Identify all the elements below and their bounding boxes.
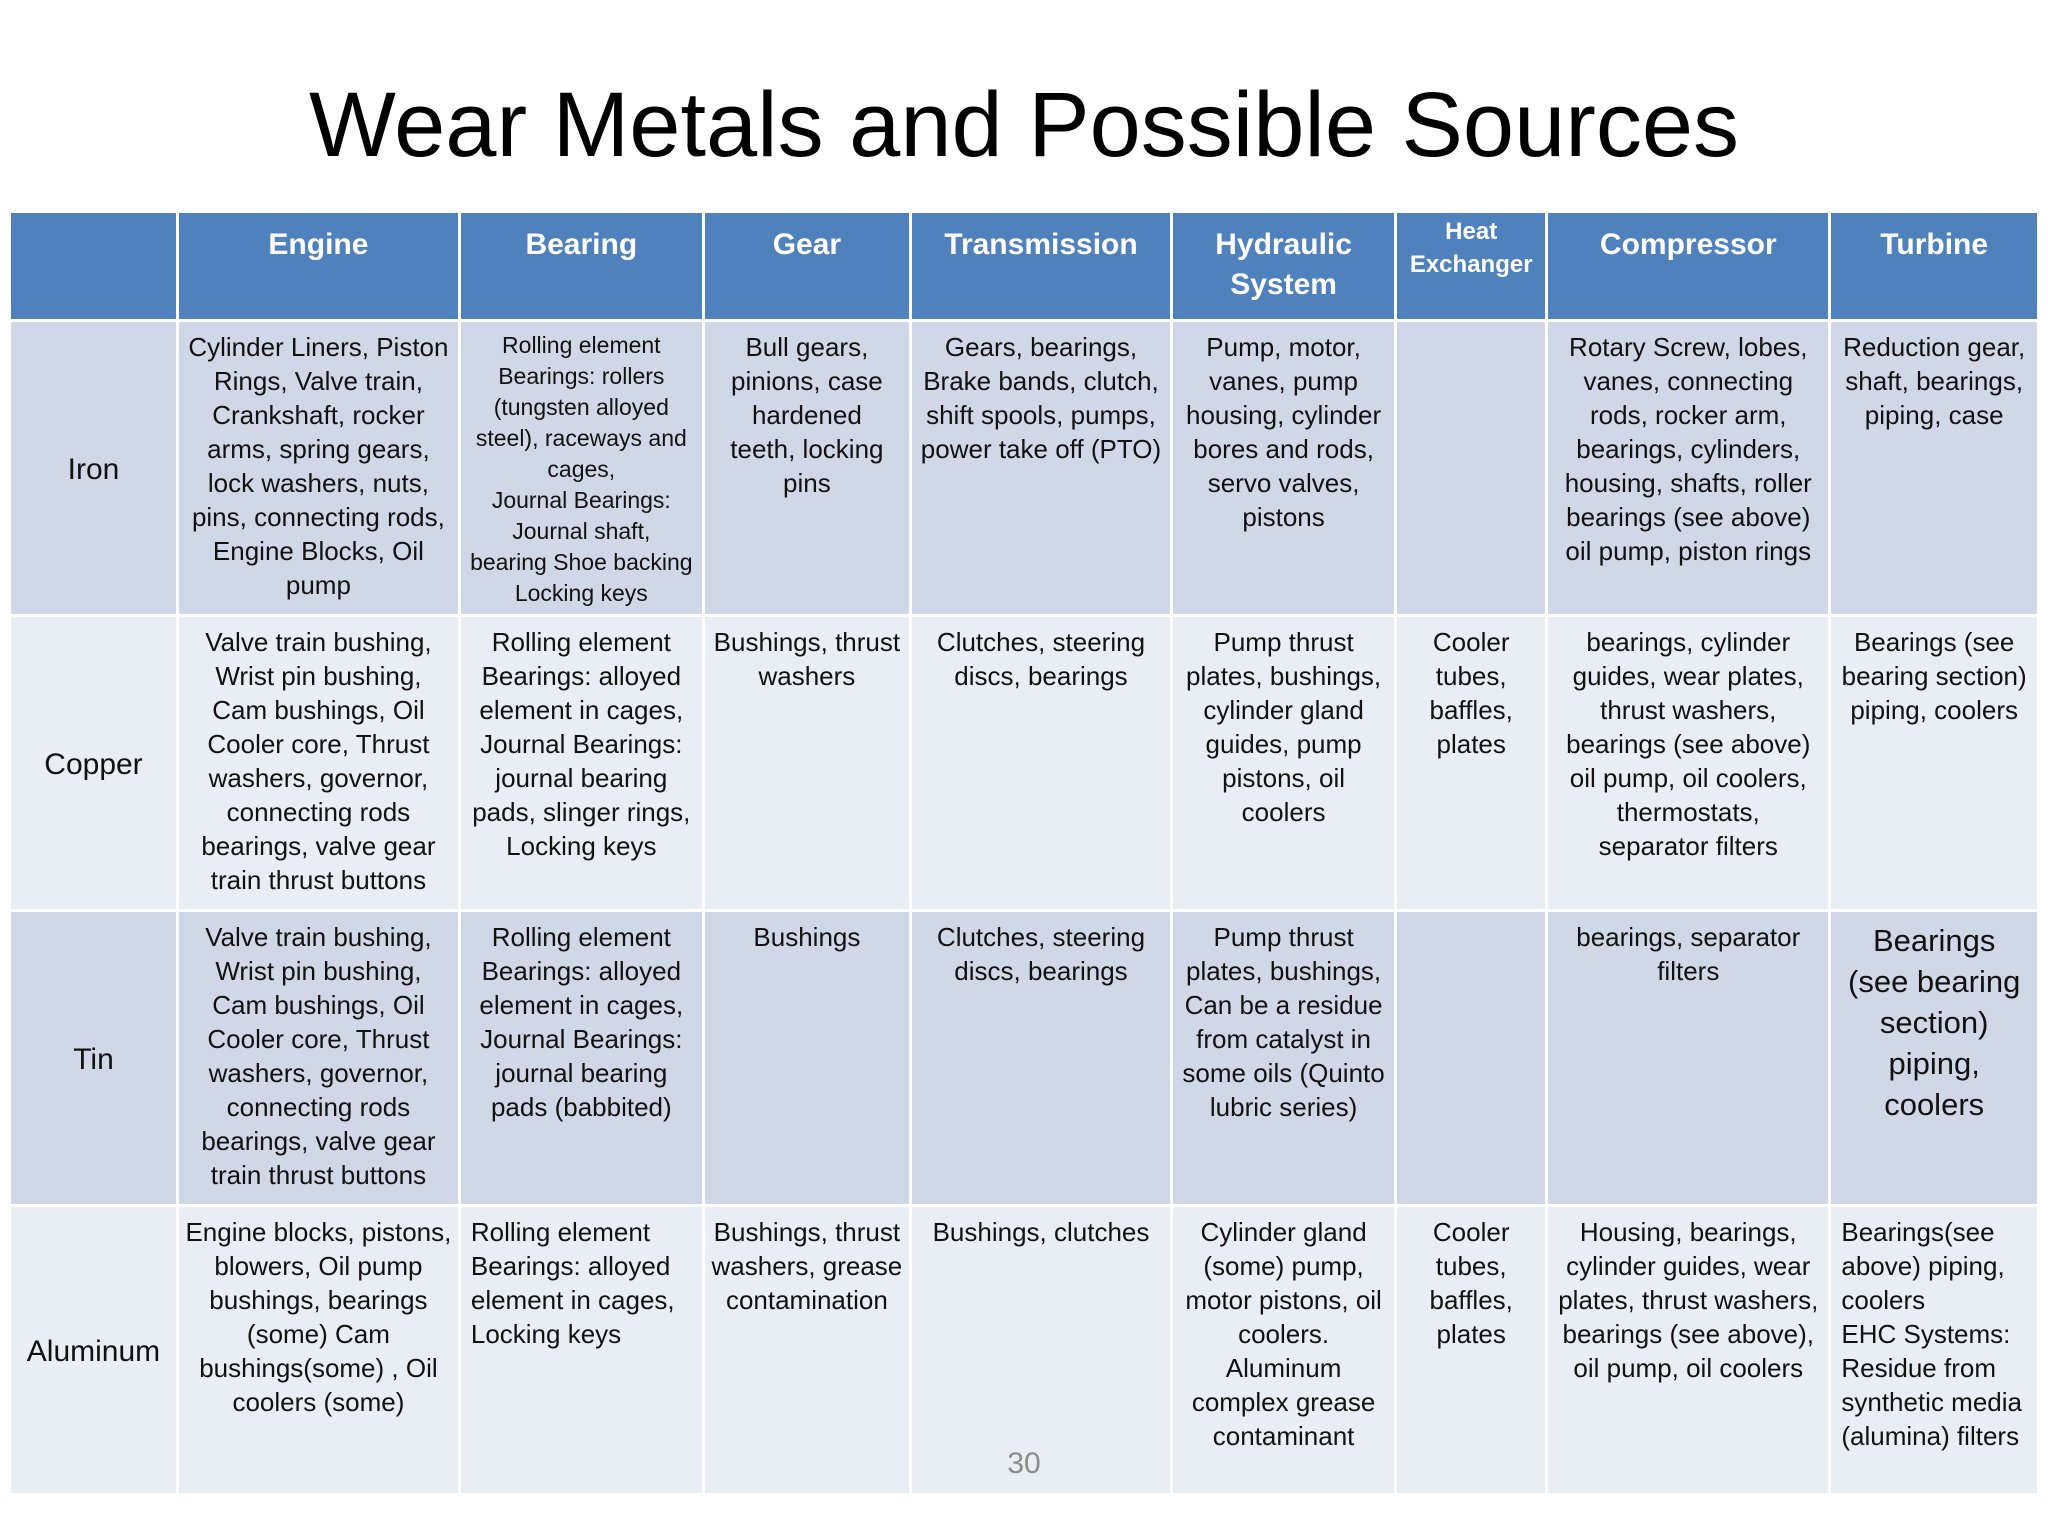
header-transmission: Transmission — [912, 213, 1170, 319]
cell-iron-bearing: Rolling element Bearings: rollers (tungsten alloyed steel), raceways and cages, Journal Bearings: Journal shaft, bearing Shoe backing Locking keys — [461, 322, 702, 614]
cell-copper-hydraulic-system: Pump thrust plates, bushings, cylinder gland guides, pump pistons, oil coolers — [1173, 617, 1394, 909]
cell-copper-heat-exchanger: Cooler tubes, baffles, plates — [1397, 617, 1545, 909]
cell-copper-turbine: Bearings (see bearing section) piping, coolers — [1831, 617, 2037, 909]
metal-label-aluminum: Aluminum — [11, 1207, 176, 1493]
cell-iron-engine: Cylinder Liners, Piston Rings, Valve train, Crankshaft, rocker arms, spring gears, lock washers, nuts, pins, connecting rods, Engine Blocks, Oil pump — [179, 322, 458, 614]
cell-iron-gear: Bull gears, pinions, case hardened teeth, locking pins — [705, 322, 909, 614]
header-gear: Gear — [705, 213, 909, 319]
cell-aluminum-hydraulic-system: Cylinder gland (some) pump, motor pistons, oil coolers. Aluminum complex grease contaminant — [1173, 1207, 1394, 1493]
cell-tin-bearing: Rolling element Bearings: alloyed element in cages, Journal Bearings: journal bearing pads (babbited) — [461, 912, 702, 1204]
cell-copper-bearing: Rolling element Bearings: alloyed element in cages, Journal Bearings: journal bearing pads, slinger rings, Locking keys — [461, 617, 702, 909]
cell-iron-transmission: Gears, bearings, Brake bands, clutch, shift spools, pumps, power take off (PTO) — [912, 322, 1170, 614]
header-engine: Engine — [179, 213, 458, 319]
cell-aluminum-turbine: Bearings(see above) piping, coolers EHC Systems: Residue from synthetic media (alumina) filters — [1831, 1207, 2037, 1493]
cell-aluminum-bearing: Rolling element Bearings: alloyed element in cages, Locking keys — [461, 1207, 702, 1493]
header-hydraulic-system: Hydraulic System — [1173, 213, 1394, 319]
header-turbine: Turbine — [1831, 213, 2037, 319]
cell-aluminum-transmission: Bushings, clutches — [912, 1207, 1170, 1493]
table-row-copper — [11, 617, 2037, 909]
table-row-tin — [11, 912, 2037, 1204]
cell-iron-hydraulic-system: Pump, motor, vanes, pump housing, cylinder bores and rods, servo valves, pistons — [1173, 322, 1394, 614]
cell-tin-engine: Valve train bushing, Wrist pin bushing, Cam bushings, Oil Cooler core, Thrust washers, governor, connecting rods bearings, valve gear train thrust buttons — [179, 912, 458, 1204]
header-bearing: Bearing — [461, 213, 702, 319]
table-row-iron — [11, 322, 2037, 614]
wear-metals-table — [8, 210, 2040, 1496]
cell-tin-transmission: Clutches, steering discs, bearings — [912, 912, 1170, 1204]
cell-tin-hydraulic-system: Pump thrust plates, bushings, Can be a residue from catalyst in some oils (Quinto lubric series) — [1173, 912, 1394, 1204]
cell-tin-turbine: Bearings (see bearing section) piping, coolers — [1831, 912, 2037, 1204]
metal-label-copper: Copper — [11, 617, 176, 909]
cell-iron-turbine: Reduction gear, shaft, bearings, piping, case — [1831, 322, 2037, 614]
cell-copper-transmission: Clutches, steering discs, bearings — [912, 617, 1170, 909]
cell-aluminum-engine: Engine blocks, pistons, blowers, Oil pump bushings, bearings (some) Cam bushings(some) , Oil coolers (some) — [179, 1207, 458, 1493]
slide-title: Wear Metals and Possible Sources — [308, 74, 1740, 176]
page-number: 30 — [1007, 1447, 1041, 1480]
header-heat-exchanger: Heat Exchanger — [1397, 213, 1545, 319]
header-corner-cell — [11, 213, 176, 319]
cell-copper-gear: Bushings, thrust washers — [705, 617, 909, 909]
cell-iron-heat-exchanger — [1397, 322, 1545, 614]
table-header-row — [11, 213, 2037, 319]
cell-aluminum-compressor: Housing, bearings, cylinder guides, wear plates, thrust washers, bearings (see above), oil pump, oil coolers — [1548, 1207, 1828, 1493]
cell-aluminum-heat-exchanger: Cooler tubes, baffles, plates — [1397, 1207, 1545, 1493]
cell-tin-heat-exchanger — [1397, 912, 1545, 1204]
metal-label-tin: Tin — [11, 912, 176, 1204]
cell-copper-engine: Valve train bushing, Wrist pin bushing, Cam bushings, Oil Cooler core, Thrust washers, governor, connecting rods bearings, valve gear train thrust buttons — [179, 617, 458, 909]
metal-label-iron: Iron — [11, 322, 176, 614]
cell-iron-compressor: Rotary Screw, lobes, vanes, connecting rods, rocker arm, bearings, cylinders, housing, shafts, roller bearings (see above) oil pump, piston rings — [1548, 322, 1828, 614]
header-compressor: Compressor — [1548, 213, 1828, 319]
cell-tin-gear: Bushings — [705, 912, 909, 1204]
cell-aluminum-gear: Bushings, thrust washers, grease contamination — [705, 1207, 909, 1493]
cell-tin-compressor: bearings, separator filters — [1548, 912, 1828, 1204]
cell-copper-compressor: bearings, cylinder guides, wear plates, thrust washers, bearings (see above) oil pump, oil coolers, thermostats, separator filters — [1548, 617, 1828, 909]
